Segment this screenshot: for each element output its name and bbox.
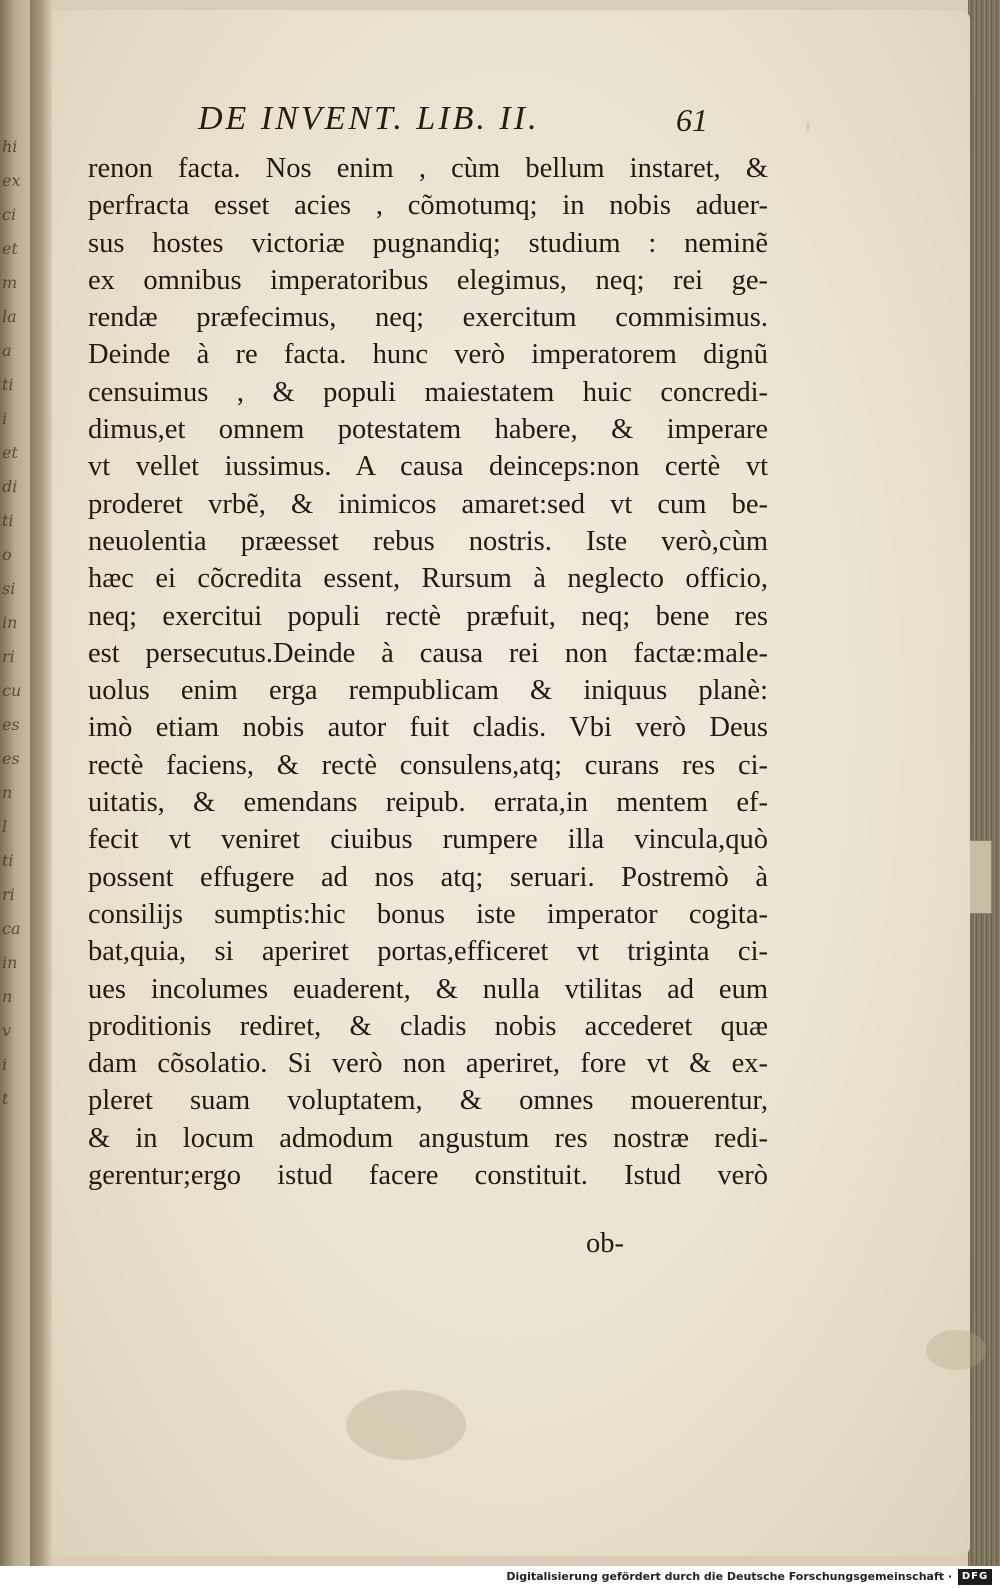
text-line: renon facta. Nos enim , cùm bellum instaret, &: [88, 153, 768, 184]
text-line: Deinde à re facta. hunc verò imperatorem dignũ: [88, 339, 768, 371]
margin-fragment: ti: [2, 511, 14, 530]
text-line: censuimus , & populi maiestatem huic concredi-: [88, 376, 768, 408]
text-line: pleret suam voluptatem, & omnes mouerentur,: [88, 1085, 768, 1117]
margin-fragment: si: [2, 579, 16, 598]
margin-fragment: a: [2, 341, 12, 360]
text-line: hæc ei cõcredita essent, Rursum à neglecto officio,: [88, 563, 768, 595]
margin-fragment: ca: [2, 919, 21, 938]
margin-fragment: la: [2, 307, 17, 326]
text-line: sus hostes victoriæ pugnandiq; studium : neminẽ: [88, 227, 768, 259]
margin-fragment: l: [2, 817, 8, 836]
margin-fragment: t: [2, 1089, 9, 1108]
margin-fragment: ti: [2, 375, 14, 394]
text-line: rectè faciens, & rectè consulens,atq; curans res ci-: [88, 749, 768, 781]
dfg-logo: DFG: [958, 1569, 992, 1585]
margin-fragment: n: [2, 987, 13, 1006]
text-line: dimus,et omnem potestatem habere, & imperare: [88, 414, 768, 446]
page-number: 61: [676, 102, 708, 138]
text-line: & in locum admodum angustum res nostræ redi-: [88, 1122, 768, 1154]
facing-page-text-fragments: [2, 130, 32, 1116]
text-line: rendæ præfecimus, neq; exercitum commisimus.: [88, 302, 768, 334]
margin-fragment: in: [2, 613, 18, 632]
text-line: est persecutus.Deinde à causa rei non factæ:male-: [88, 637, 768, 669]
text-line: perfracta esset acies , cõmotumq; in nobis aduer-: [88, 190, 768, 222]
text-line: imò etiam nobis autor fuit cladis. Vbi verò Deus: [88, 712, 768, 744]
text-line: gerentur;ergo istud facere constituit. Istud verò: [88, 1160, 768, 1192]
text-line: uolus enim erga rempublicam & iniquus planè:: [88, 675, 768, 707]
margin-fragment: ci: [2, 205, 17, 224]
catchword: ob-: [586, 1228, 624, 1259]
text-line: proditionis rediret, & cladis nobis accederet quæ: [88, 1010, 768, 1042]
margin-fragment: et: [2, 443, 18, 462]
text-line: neq; exercitui populi rectè præfuit, neq; bene res: [88, 600, 768, 632]
margin-fragment: ex: [2, 171, 21, 190]
digitization-footer: [0, 1566, 1000, 1588]
margin-fragment: es: [2, 715, 20, 734]
margin-fragment: i: [2, 409, 8, 428]
text-line: consilijs sumptis:hic bonus iste imperator cogita-: [88, 898, 768, 930]
margin-fragment: di: [2, 477, 18, 496]
running-head: DE INVENT. LIB. II.: [198, 100, 540, 137]
margin-fragment: v: [2, 1021, 12, 1040]
margin-fragment: o: [2, 545, 12, 564]
margin-fragment: in: [2, 953, 18, 972]
text-line: ues incolumes euaderent, & nulla vtilitas ad eum: [88, 973, 768, 1005]
gutter-shadow: [30, 0, 52, 1566]
text-line: fecit vt veniret ciuibus rumpere illa vincula,quò: [88, 824, 768, 856]
text-line: proderet vrbẽ, & inimicos amaret:sed vt cum be-: [88, 488, 768, 520]
text-line: neuolentia præesset rebus nostris. Iste verò,cùm: [88, 525, 768, 557]
page-stack-edge: [968, 0, 1000, 1566]
text-line: vt vellet iussimus. A causa deinceps:non certè vt: [88, 451, 768, 483]
margin-fragment: cu: [2, 681, 22, 700]
text-line: uitatis, & emendans reipub. errata,in mentem ef-: [88, 787, 768, 819]
margin-fragment: ri: [2, 647, 15, 666]
margin-fragment: ri: [2, 885, 15, 904]
margin-fragment: ti: [2, 851, 14, 870]
text-line: bat,quia, si aperiret portas,efficeret vt triginta ci-: [88, 936, 768, 968]
margin-fragment: hi: [2, 137, 18, 156]
margin-fragment: i: [2, 1055, 8, 1074]
margin-fragment: et: [2, 239, 18, 258]
text-line: ex omnibus imperatoribus elegimus, neq; rei ge-: [88, 264, 768, 296]
margin-fragment: es: [2, 749, 20, 768]
margin-fragment: m: [2, 273, 18, 292]
margin-fragment: n: [2, 783, 13, 802]
text-line: dam cõsolatio. Si verò non aperiret, fore vt & ex-: [88, 1048, 768, 1080]
funding-credit: Digitalisierung gefördert durch die Deutsche Forschungsgemeinschaft ·: [506, 1570, 952, 1583]
body-text: [88, 150, 768, 1194]
text-line: possent effugere ad nos atq; seruari. Postremò à: [88, 861, 768, 893]
